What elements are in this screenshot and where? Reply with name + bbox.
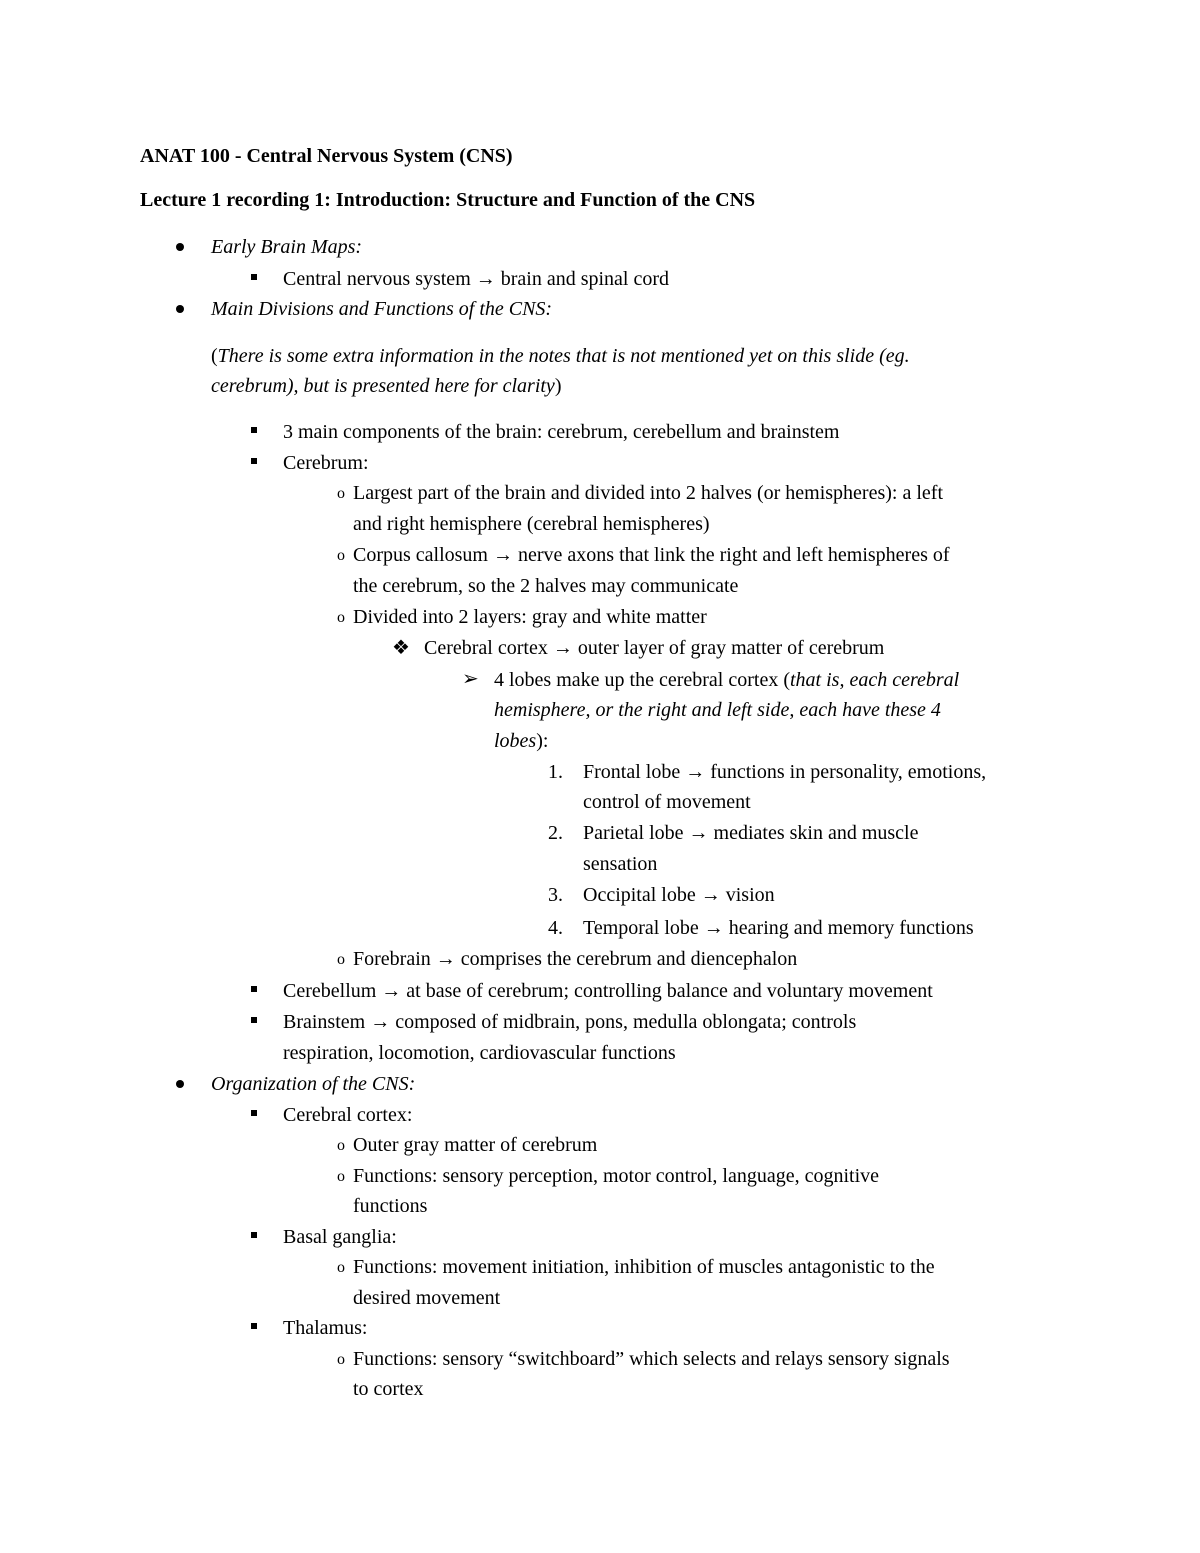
lobes-text-italic: lobes xyxy=(494,730,537,752)
bullet-dot xyxy=(176,243,184,251)
bullet-square xyxy=(251,458,257,464)
list-item: Brainstem → composed of midbrain, pons, medulla oblongata; controls xyxy=(283,1011,857,1033)
list-item-continued: to cortex xyxy=(353,1378,424,1400)
bullet-square xyxy=(251,1017,257,1023)
list-item: Temporal lobe → hearing and memory functions xyxy=(583,917,974,939)
list-item: Corpus callosum → nerve axons that link the right and left hemispheres of xyxy=(353,544,950,566)
list-item: Cerebral cortex: xyxy=(283,1104,413,1126)
list-item-continued: desired movement xyxy=(353,1287,501,1309)
bullet-circle: o xyxy=(337,1259,345,1276)
bullet-circle: o xyxy=(337,609,345,626)
bullet-dot xyxy=(176,305,184,313)
list-item: Basal ganglia: xyxy=(283,1226,397,1248)
list-item: Cerebellum → at base of cerebrum; controlling balance and voluntary movement xyxy=(283,980,933,1002)
list-item: Frontal lobe → functions in personality, emotions, xyxy=(583,761,987,783)
list-item-continued: sensation xyxy=(583,853,658,875)
note-text-italic: cerebrum), but is presented here for clarity xyxy=(211,375,555,397)
note-text-italic: There is some extra information in the notes that is not mentioned yet on this slide (eg. xyxy=(217,345,910,367)
list-number: 4. xyxy=(548,917,563,939)
note-paren-open: ( xyxy=(211,345,218,367)
bullet-circle: o xyxy=(337,951,345,968)
list-item: Thalamus: xyxy=(283,1317,368,1339)
list-item-continued: the cerebrum, so the 2 halves may communicate xyxy=(353,575,739,597)
list-number: 2. xyxy=(548,822,563,844)
note-paren-close: ) xyxy=(554,375,562,397)
list-item: Central nervous system → brain and spinal cord xyxy=(283,268,670,290)
bullet-circle: o xyxy=(337,547,345,564)
list-item: Divided into 2 layers: gray and white matter xyxy=(353,606,707,628)
list-item-continued: respiration, locomotion, cardiovascular functions xyxy=(283,1042,676,1064)
document-subtitle: Lecture 1 recording 1: Introduction: Structure and Function of the CNS xyxy=(140,189,756,211)
list-item: 3 main components of the brain: cerebrum, cerebellum and brainstem xyxy=(283,421,840,443)
bullet-circle: o xyxy=(337,1168,345,1185)
list-item-continued: hemisphere, or the right and left side, each have these 4 xyxy=(494,699,941,721)
lobes-text: ): xyxy=(536,730,549,752)
list-item: Occipital lobe → vision xyxy=(583,884,775,906)
bullet-dot xyxy=(176,1080,184,1088)
bullet-square xyxy=(251,1323,257,1329)
list-item: Cerebral cortex → outer layer of gray matter of cerebrum xyxy=(424,637,885,659)
lobes-text: 4 lobes make up the cerebral cortex ( xyxy=(494,669,790,691)
arrowhead-bullet-icon: ➢ xyxy=(462,668,479,690)
bullet-circle: o xyxy=(337,1351,345,1368)
note-line-2 xyxy=(211,373,561,399)
bullet-circle: o xyxy=(337,485,345,502)
list-number: 3. xyxy=(548,884,563,906)
list-item xyxy=(494,667,959,693)
bullet-square xyxy=(251,274,257,280)
note-line-1 xyxy=(211,343,910,369)
list-item: Functions: sensory perception, motor control, language, cognitive xyxy=(353,1165,879,1187)
list-item: Forebrain → comprises the cerebrum and diencephalon xyxy=(353,948,798,970)
bullet-circle: o xyxy=(337,1137,345,1154)
diamond-bullet-icon: ❖ xyxy=(392,637,410,659)
list-item: Cerebrum: xyxy=(283,452,369,474)
list-item: Largest part of the brain and divided into 2 halves (or hemispheres): a left xyxy=(353,482,943,504)
bullet-square xyxy=(251,1110,257,1116)
bullet-square xyxy=(251,986,257,992)
document-title: ANAT 100 - Central Nervous System (CNS) xyxy=(140,145,513,167)
list-item-continued: control of movement xyxy=(583,791,751,813)
list-item: Functions: sensory “switchboard” which selects and relays sensory signals xyxy=(353,1348,950,1370)
list-item: Parietal lobe → mediates skin and muscle xyxy=(583,822,919,844)
heading-early-brain-maps: Early Brain Maps: xyxy=(211,236,363,258)
list-item-continued: functions xyxy=(353,1195,428,1217)
lobes-text-italic: that is, each cerebral xyxy=(789,669,960,691)
list-item: Outer gray matter of cerebrum xyxy=(353,1134,598,1156)
heading-organization: Organization of the CNS: xyxy=(211,1073,416,1095)
list-item: Functions: movement initiation, inhibition of muscles antagonistic to the xyxy=(353,1256,935,1278)
bullet-square xyxy=(251,1232,257,1238)
bullet-square xyxy=(251,427,257,433)
heading-main-divisions: Main Divisions and Functions of the CNS: xyxy=(211,298,553,320)
list-item-continued xyxy=(494,728,548,754)
list-item-continued: and right hemisphere (cerebral hemispheres) xyxy=(353,513,710,535)
list-number: 1. xyxy=(548,761,563,783)
